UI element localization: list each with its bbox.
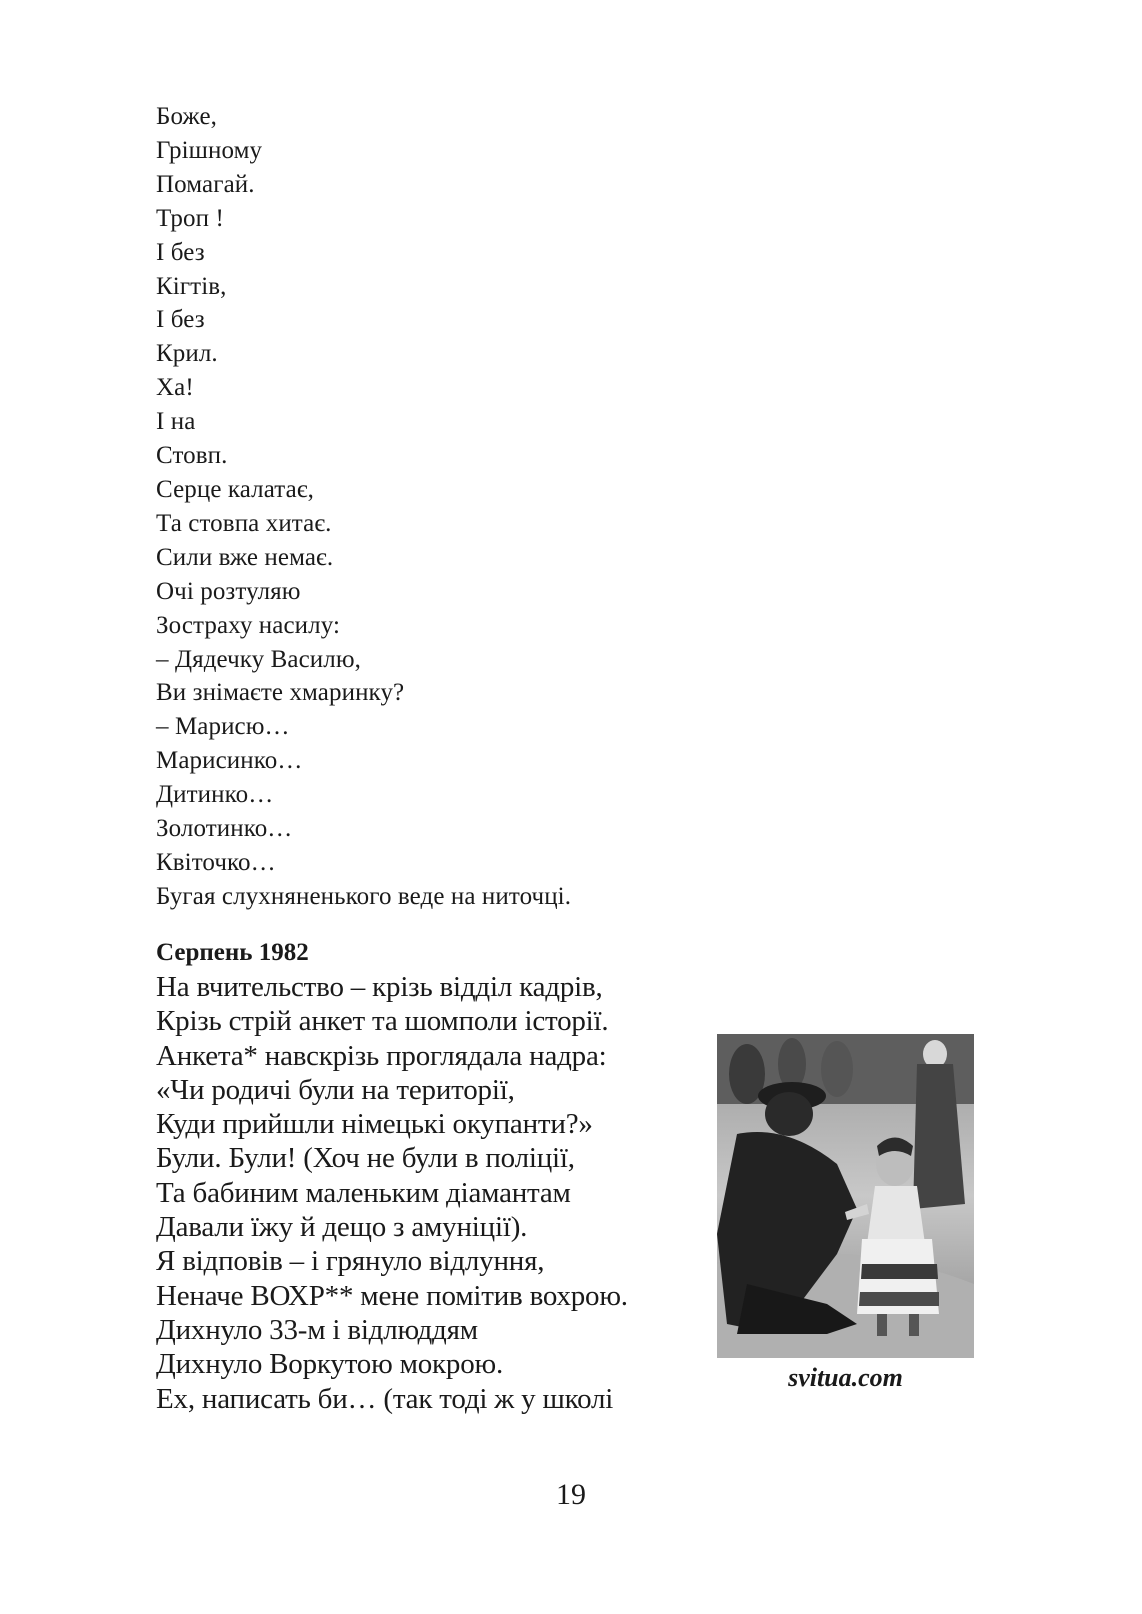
poem-line: Очі розтуляю: [156, 577, 301, 605]
poem-line: Були. Були! (Хоч не були в поліції,: [156, 1142, 575, 1175]
poem-line: Золотинко…: [156, 815, 293, 843]
poem-line: Квіточко…: [156, 848, 276, 876]
poem-line: Дитинко…: [156, 781, 274, 809]
poem-line: Ви знімаєте хмаринку?: [156, 679, 405, 707]
poem-line: Дихнуло Воркутою мокрою.: [156, 1348, 504, 1381]
poem-line: Стовп.: [156, 442, 228, 470]
poem-line: Крил.: [156, 340, 218, 368]
poem-line: – Марисю…: [156, 713, 290, 741]
poem-line: Давали їжу й дещо з амуніції).: [156, 1211, 528, 1244]
poem-line: Кігтів,: [156, 272, 227, 300]
poem-top: [156, 100, 571, 914]
poem-line: Анкета* навскрізь проглядала надра:: [156, 1039, 607, 1072]
poem-line: Боже,: [156, 103, 218, 130]
poem-section: [156, 970, 628, 1416]
poem-line: І без: [156, 238, 205, 266]
poem-line: Помагай.: [156, 170, 255, 198]
poem-line: Зостраху насилу:: [156, 611, 341, 639]
photo-caption: svitua.com: [788, 1363, 903, 1392]
poem-line: Троп !: [156, 204, 224, 232]
poem-line: Та бабиним маленьким діамантам: [156, 1176, 571, 1209]
poem-line: Сили вже немає.: [156, 543, 334, 571]
page-number: 19: [556, 1478, 586, 1511]
historical-photo: [717, 1034, 974, 1358]
poem-line: Грішному: [156, 136, 263, 164]
poem-line: Марисинко…: [156, 747, 303, 775]
poem-line: Крізь стрій анкет та шомполи історії.: [156, 1005, 609, 1038]
section-title: Серпень 1982: [156, 939, 309, 966]
poem-line: Неначе ВОХР** мене помітив вохрою.: [156, 1279, 628, 1312]
poem-line: І на: [156, 408, 196, 436]
poem-line: Ех, написать би… (так тоді ж у школі: [156, 1382, 614, 1415]
poem-line: На вчительство – крізь відділ кадрів,: [156, 971, 603, 1003]
poem-line: Ха!: [156, 374, 194, 402]
poem-line: І без: [156, 306, 205, 334]
poem-line: Та стовпа хитає.: [156, 509, 332, 537]
poem-line: «Чи родичі були на території,: [156, 1073, 515, 1106]
poem-line: Дихнуло 33-м і відлюддям: [156, 1313, 478, 1346]
poem-line: Я відповів – і грянуло відлуння,: [156, 1245, 545, 1278]
poem-line: Бугая слухняненького веде на ниточці.: [156, 882, 572, 910]
poem-line: – Дядечку Василю,: [156, 645, 361, 673]
poem-line: Серце калатає,: [156, 475, 315, 503]
poem-line: Куди прийшли німецькі окупанти?»: [156, 1108, 593, 1141]
